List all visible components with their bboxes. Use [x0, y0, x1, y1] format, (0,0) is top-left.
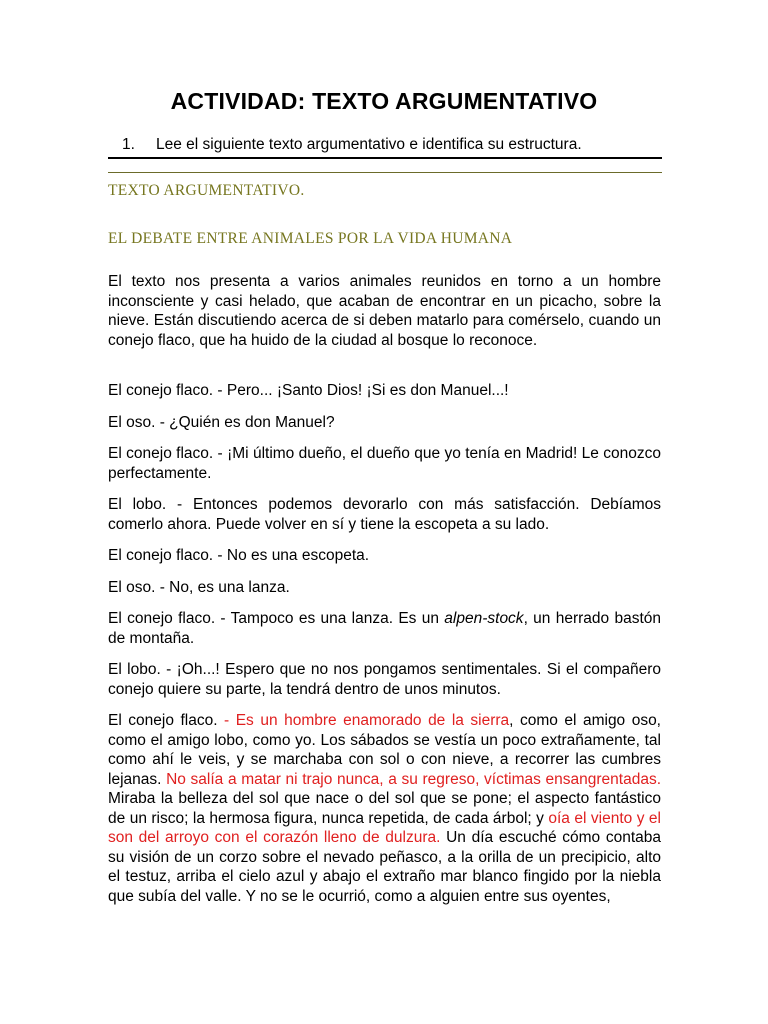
- paragraph-text: El lobo. - Entonces podemos devorarlo con más satisfacción. Debíamos comerlo ahora. Puede volver en sí y tiene la escopeta a su lado.: [108, 496, 661, 533]
- highlighted-text: oía el viento y el son del arroyo con el corazón lleno de dulzura.: [108, 809, 661, 846]
- page-title: ACTIVIDAD: TEXTO ARGUMENTATIVO: [170, 88, 598, 114]
- divider-line: [108, 172, 662, 173]
- paragraph-text: El conejo flaco. - Tampoco es una lanza. Es un: [108, 610, 445, 627]
- paragraph-text: El conejo flaco.: [108, 712, 225, 729]
- paragraph-text: El conejo flaco. - Pero... ¡Santo Dios! ¡Si es don Manuel...!: [108, 382, 509, 399]
- paragraph-text: El conejo flaco. - No es una escopeta.: [108, 547, 370, 564]
- dialogue-paragraph: [108, 495, 661, 534]
- paragraph-text: Miraba la belleza del sol que nace o del sol que se pone; el aspecto fantástico de un risco; la hermosa figura, nunca repetida, de cada árbol; y: [108, 790, 661, 827]
- subheading: EL DEBATE ENTRE ANIMALES POR LA VIDA HUMANA: [108, 230, 513, 247]
- italic-text: alpen-stock: [444, 610, 524, 627]
- paragraph-text: , como el amigo oso, como el amigo lobo, como yo. Los sábados se vestía un poco extrañamente, tal como ahí le veis, y se marchaba con sol o con nieve, a recorrer las cumbres lejanas.: [108, 712, 661, 788]
- paragraph-text: El oso. - ¿Quién es don Manuel?: [108, 413, 335, 431]
- paragraph-text: , un herrado bastón de montaña.: [108, 610, 661, 647]
- dialogue-paragraph: [108, 660, 661, 699]
- dialogue-paragraph: [108, 578, 661, 598]
- dialogue-paragraph: [108, 609, 661, 648]
- highlighted-text: - Es un hombre enamorado de la sierra: [224, 712, 510, 729]
- paragraph-text: El oso. - No, es una lanza.: [108, 578, 290, 596]
- dialogue-paragraph: [108, 413, 661, 433]
- dialogue-list: [108, 381, 661, 906]
- dialogue-paragraph: [108, 444, 661, 483]
- instruction-line: [108, 136, 662, 159]
- paragraph-text: El conejo flaco. - ¡Mi último dueño, el dueño que yo tenía en Madrid! Le conozco perfectamente.: [108, 445, 661, 482]
- intro-paragraph: El texto nos presenta a varios animales reunidos en torno a un hombre inconsciente y casi helado, que acaban de encontrar en un picacho, sobre la nieve. Están discutiendo acerca de si deben matarlo para comérselo, cuando un conejo flaco, que ha huido de la ciudad al bosque lo reconoce.: [108, 273, 661, 349]
- section-heading: TEXTO ARGUMENTATIVO.: [108, 182, 305, 199]
- paragraph-text: Un día escuché cómo contaba su visión de un corzo sobre el nevado peñasco, a la orilla de un precipicio, alto el testuz, arriba el cielo azul y abajo el extraño mar blanco fingido por la niebla que subía del valle. Y no se le ocurrió, como a alguien entre sus oyentes,: [108, 829, 661, 905]
- dialogue-paragraph: [108, 546, 661, 566]
- instruction-number: 1.: [122, 136, 135, 153]
- instruction-text: Lee el siguiente texto argumentativo e identifica su estructura.: [156, 136, 582, 153]
- paragraph-text: El lobo. - ¡Oh...! Espero que no nos pongamos sentimentales. Si el compañero conejo quiere su parte, la tendrá dentro de unos minutos.: [108, 661, 661, 698]
- dialogue-paragraph: [108, 711, 661, 906]
- dialogue-paragraph: [108, 381, 661, 401]
- article-body: [108, 272, 661, 918]
- highlighted-text: No salía a matar ni trajo nunca, a su regreso, víctimas ensangrentadas.: [166, 770, 662, 788]
